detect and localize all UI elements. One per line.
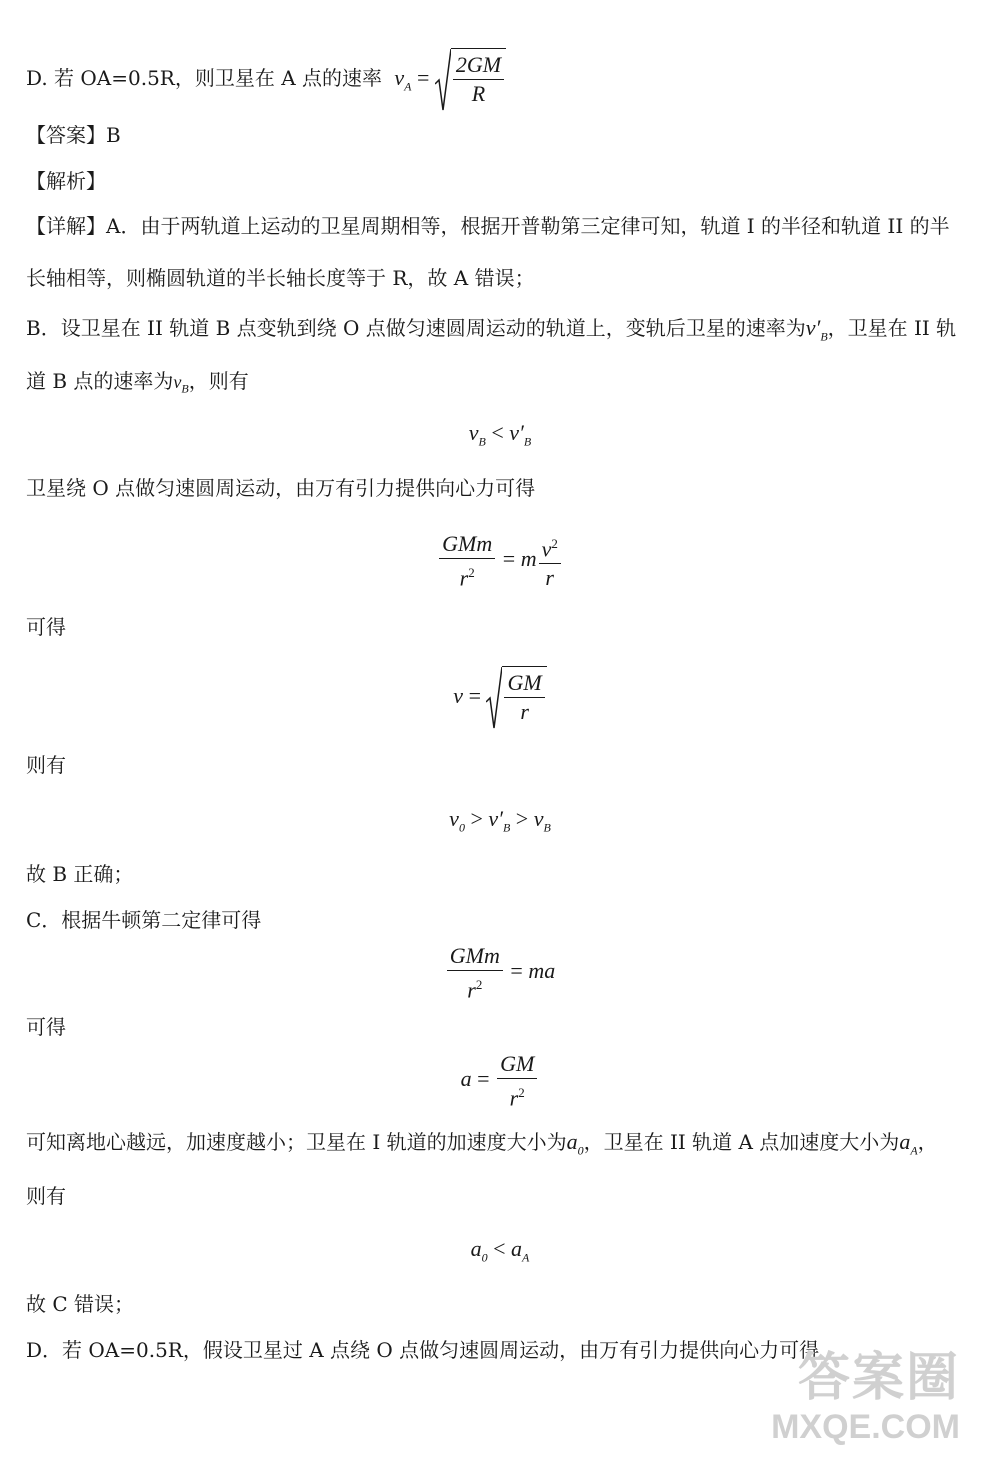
equation-newton-second: $\frac{\text{GMm}}{r^2}$ = ma xyxy=(0,942,1000,1004)
equation-acceleration: a = $\frac{GM}{r^2}$ xyxy=(0,1050,1000,1112)
part-b-line-1 xyxy=(26,314,956,350)
part-b-conclusion: 故 B 正确； xyxy=(26,862,134,886)
part-c-text-2: 可得 xyxy=(26,1015,66,1039)
option-d-line xyxy=(26,48,506,112)
part-d-line-1: D．若 OA=0.5R，假设卫星过 A 点绕 O 点做匀速圆周运动，由万有引力提供向心力可得 xyxy=(26,1338,820,1362)
option-d-text: D. 若 OA=0.5R，则卫星在 A 点的速率 xyxy=(26,66,383,91)
part-b-text-3: 可得 xyxy=(26,615,66,639)
part-c-line-3c: ， xyxy=(917,1130,938,1154)
part-b-line-2b: ，则有 xyxy=(188,369,249,393)
part-b-line-1b: ，卫星在 II 轨 xyxy=(827,316,957,340)
watermark-logo xyxy=(771,1348,960,1446)
a0-symbol: $a_0$ xyxy=(566,1129,584,1158)
part-b-text-4: 则有 xyxy=(26,753,66,777)
part-c-text-4: 则有 xyxy=(26,1184,66,1208)
v-prime-b-symbol: $v'_B$ xyxy=(805,315,828,344)
detail-line-1: 【详解】A．由于两轨道上运动的卫星周期相等，根据开普勒第三定律可知，轨道 I 的半径和轨道 II 的半 xyxy=(26,214,950,238)
part-c-line-3a: 可知离地心越远，加速度越小；卫星在 I 轨道的加速度大小为 xyxy=(26,1130,567,1154)
sqrt-gm-over-r: $\frac{GM}{r}$ xyxy=(486,666,546,730)
detail-line-2: 长轴相等，则椭圆轨道的半长轴长度等于 R，故 A 错误； xyxy=(26,266,535,290)
equation-v-sqrt: v = $\frac{GM}{r}$ xyxy=(0,666,1000,730)
v-b-symbol: $v_B$ xyxy=(173,372,189,396)
analysis-label: 【解析】 xyxy=(26,169,106,193)
watermark-url: MXQE.COM xyxy=(771,1408,960,1446)
part-b-line-1a: B．设卫星在 II 轨道 B 点变轨到绕 O 点做匀速圆周运动的轨道上，变轨后卫星的速率为 xyxy=(26,316,806,340)
part-c-line-1: C．根据牛顿第二定律可得 xyxy=(26,908,262,932)
part-b-line-2a: 道 B 点的速率为 xyxy=(26,369,174,393)
part-b-text-2: 卫星绕 O 点做匀速圆周运动，由万有引力提供向心力可得 xyxy=(26,476,536,500)
sqrt-2gm-over-r: $\frac{2GM}{R}$ xyxy=(435,48,506,112)
aA-symbol: $a_A$ xyxy=(899,1129,918,1158)
equation-a0-less-aA: $a_0 < a_A$ xyxy=(470,1236,530,1265)
part-c-line-3b: ，卫星在 II 轨道 A 点加速度大小为 xyxy=(583,1130,900,1154)
detail-paragraph-a xyxy=(26,200,974,304)
equation-velocity-order: $v_0 > v'_B > v_B$ xyxy=(449,806,551,835)
watermark-cn: 答案圈 xyxy=(797,1349,960,1407)
part-b-line-2 xyxy=(26,367,249,403)
part-c-conclusion: 故 C 错误； xyxy=(26,1292,135,1316)
answer-label: 【答案】B xyxy=(26,123,121,147)
part-c-line-3 xyxy=(26,1128,938,1164)
equation-gravity-centripetal: $\frac{\text{GMm}}{r^2}$ = m $\frac{v^2}{r}$ xyxy=(0,530,1000,592)
equation-vb-less-vbprime: $v_B < v'_B$ xyxy=(468,420,532,449)
option-d-formula: $v_A$ = $\frac{2GM}{R}$ xyxy=(394,65,506,90)
